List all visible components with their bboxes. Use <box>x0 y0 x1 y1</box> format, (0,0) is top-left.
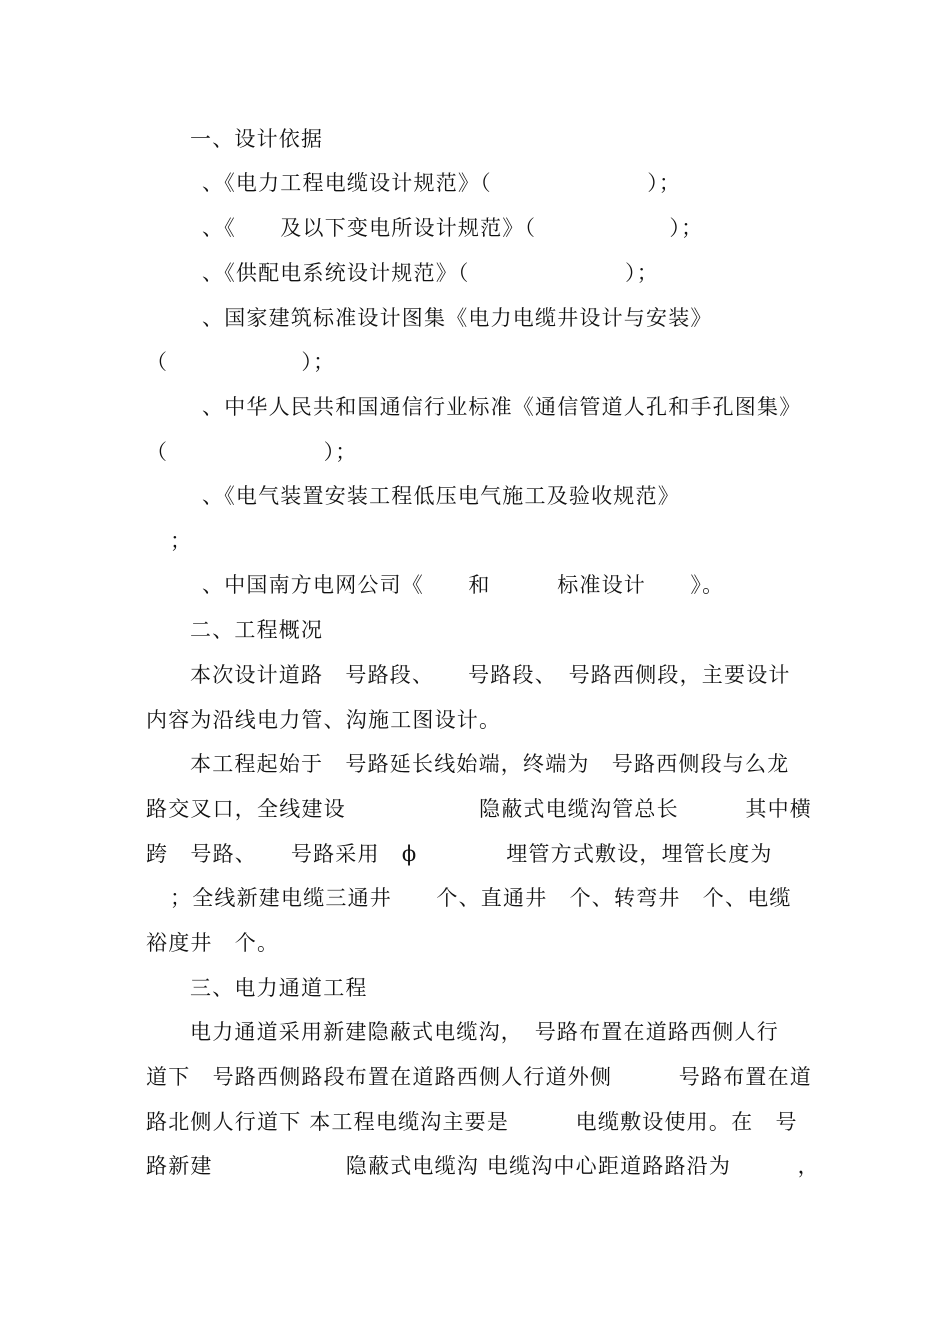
heading-power-channel: 三、电力通道工程 <box>190 976 368 1000</box>
overview-para-1-line-2: 内容为沿线电力管、沟施工图设计。 <box>146 708 502 732</box>
basis-item-1: 、《电力工程电缆设计规范》（ ）； <box>202 171 682 195</box>
basis-item-2: 、《 及以下变电所设计规范》（ ）； <box>202 216 704 240</box>
overview-para-2-line-5: 裕度井 个。 <box>146 931 280 955</box>
overview-para-2-line-4: ；全线新建电缆三通井 个、直通井 个、转弯井 个、电缆 <box>170 886 792 910</box>
channel-para-line-4: 路新建 隐蔽式电缆沟 电缆沟中心距道路路沿为 ， <box>146 1154 820 1178</box>
basis-item-6: 、《电气装置安装工程低压电气施工及验收规范》 <box>202 484 680 508</box>
basis-item-3: 、《供配电系统设计规范》（ ）； <box>202 261 659 285</box>
basis-item-5: 、中华人民共和国通信行业标准《通信管道人孔和手孔图集》 <box>202 395 802 419</box>
heading-design-basis: 一、设计依据 <box>190 127 324 151</box>
channel-para-line-1: 电力通道采用新建隐蔽式电缆沟， 号路布置在道路西侧人行 <box>190 1020 779 1044</box>
heading-project-overview: 二、工程概况 <box>190 618 324 642</box>
overview-para-2-line-2: 路交叉口，全线建设 隐蔽式电缆沟管总长 其中横 <box>146 797 812 821</box>
channel-para-line-2: 道下 号路西侧路段布置在道路西侧人行道外侧 号路布置在道 <box>146 1065 812 1089</box>
basis-item-4-cont: （ ）； <box>146 350 336 374</box>
basis-item-6-cont: ； <box>170 529 193 553</box>
basis-item-5-cont: （ ）； <box>146 440 358 464</box>
overview-para-1-line-1: 本次设计道路 号路段、 号路段、 号路西侧段，主要设计 <box>190 663 791 687</box>
overview-para-2-line-3: 跨 号路、 号路采用 ϕ 埋管方式敷设，埋管长度为 <box>146 842 773 866</box>
channel-para-line-3: 路北侧人行道下 本工程电缆沟主要是 电缆敷设使用。在 号 <box>146 1110 798 1134</box>
basis-item-4: 、国家建筑标准设计图集《电力电缆井设计与安装》 <box>202 306 713 330</box>
basis-item-7: 、中国南方电网公司《 和 标准设计 》。 <box>202 573 725 597</box>
overview-para-2-line-1: 本工程起始于 号路延长线始端，终端为 号路西侧段与么龙 <box>190 752 790 776</box>
